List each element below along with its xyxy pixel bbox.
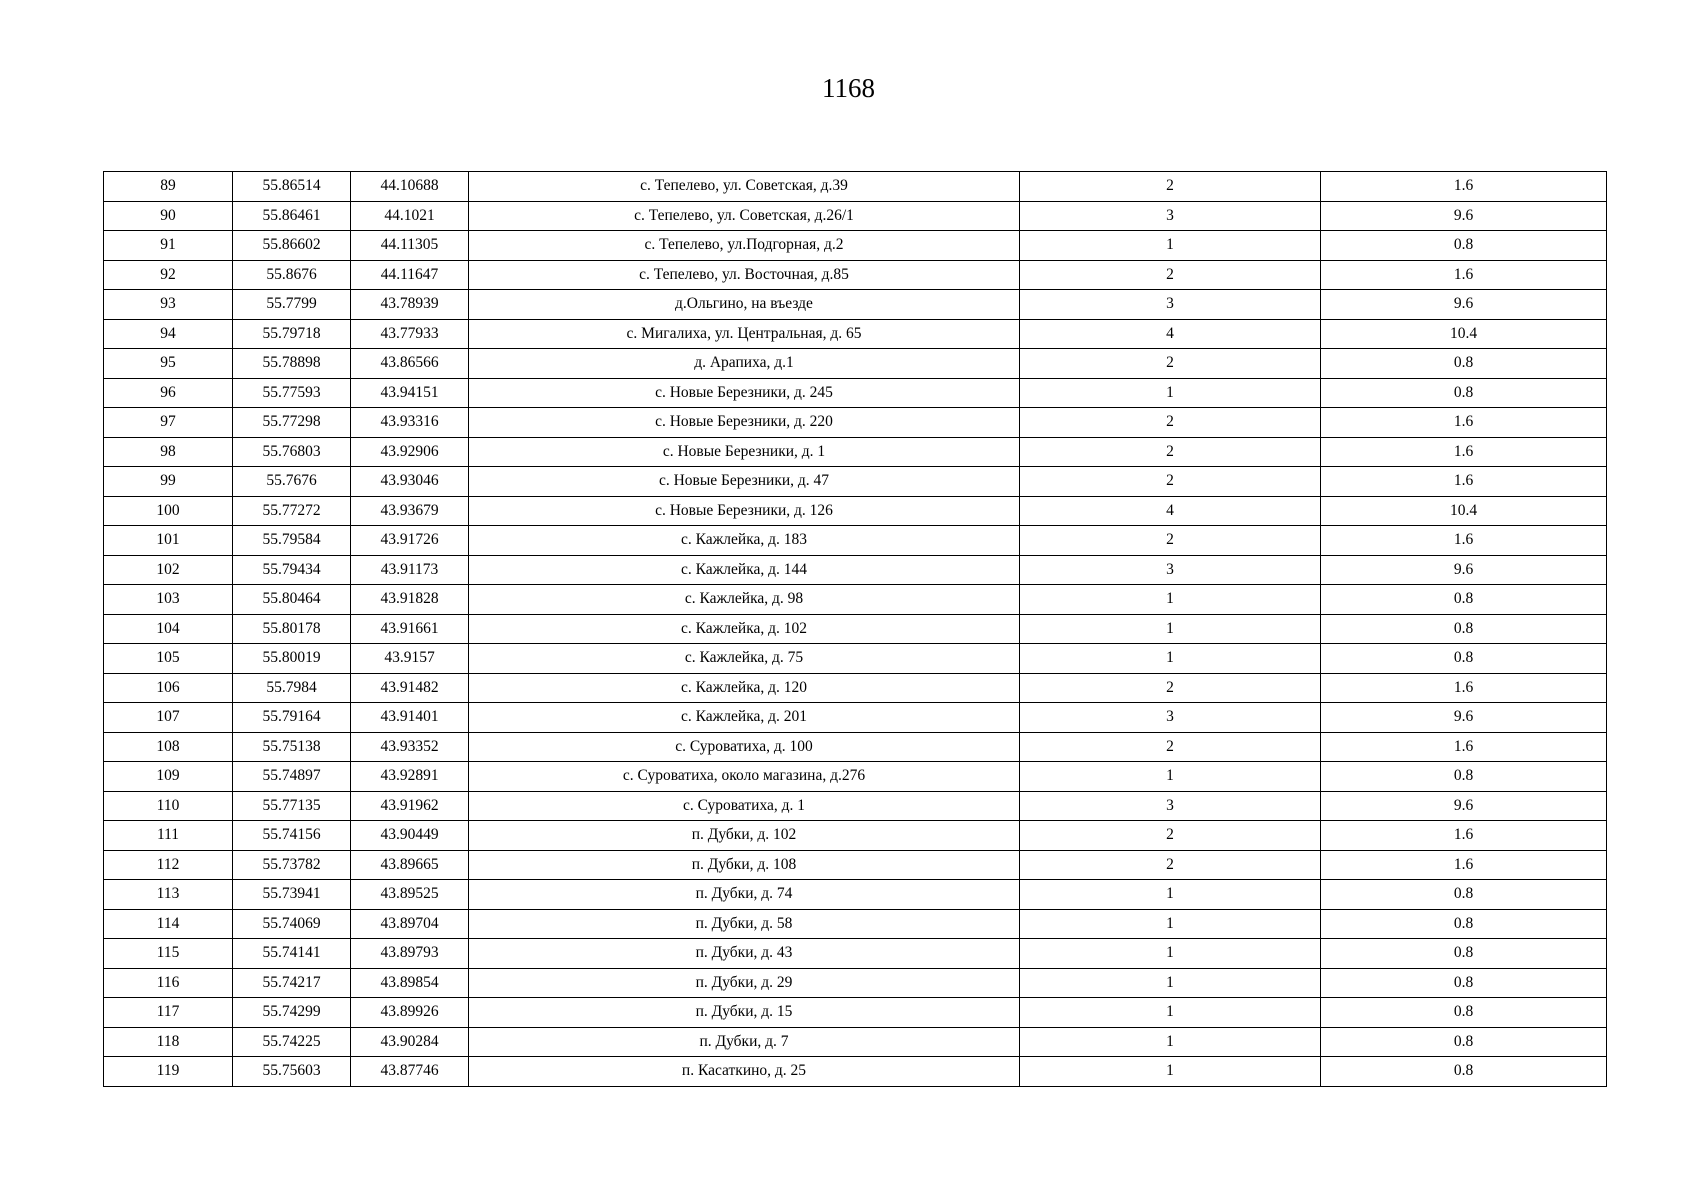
table-row xyxy=(104,909,1607,939)
count-cell: 1 xyxy=(1020,939,1321,969)
count-cell: 2 xyxy=(1020,467,1321,497)
longitude-cell: 43.90449 xyxy=(351,821,469,851)
count-cell: 2 xyxy=(1020,260,1321,290)
volume-cell: 1.6 xyxy=(1321,821,1607,851)
latitude-cell: 55.77272 xyxy=(233,496,351,526)
volume-cell: 1.6 xyxy=(1321,260,1607,290)
address-cell: п. Касаткино, д. 25 xyxy=(469,1057,1020,1087)
count-cell: 1 xyxy=(1020,231,1321,261)
volume-cell: 1.6 xyxy=(1321,526,1607,556)
row-number-cell: 115 xyxy=(104,939,233,969)
row-number-cell: 91 xyxy=(104,231,233,261)
row-number-cell: 96 xyxy=(104,378,233,408)
latitude-cell: 55.7799 xyxy=(233,290,351,320)
row-number-cell: 117 xyxy=(104,998,233,1028)
longitude-cell: 43.89854 xyxy=(351,968,469,998)
volume-cell: 1.6 xyxy=(1321,467,1607,497)
row-number-cell: 101 xyxy=(104,526,233,556)
row-number-cell: 113 xyxy=(104,880,233,910)
address-cell: д.Ольгино, на въезде xyxy=(469,290,1020,320)
longitude-cell: 43.94151 xyxy=(351,378,469,408)
table-row xyxy=(104,408,1607,438)
count-cell: 2 xyxy=(1020,526,1321,556)
address-cell: с. Кажлейка, д. 102 xyxy=(469,614,1020,644)
latitude-cell: 55.8676 xyxy=(233,260,351,290)
longitude-cell: 43.91661 xyxy=(351,614,469,644)
count-cell: 4 xyxy=(1020,496,1321,526)
address-cell: с. Новые Березники, д. 126 xyxy=(469,496,1020,526)
longitude-cell: 43.93352 xyxy=(351,732,469,762)
longitude-cell: 43.91962 xyxy=(351,791,469,821)
volume-cell: 0.8 xyxy=(1321,231,1607,261)
table-row xyxy=(104,437,1607,467)
latitude-cell: 55.7984 xyxy=(233,673,351,703)
row-number-cell: 105 xyxy=(104,644,233,674)
row-number-cell: 98 xyxy=(104,437,233,467)
latitude-cell: 55.80019 xyxy=(233,644,351,674)
volume-cell: 0.8 xyxy=(1321,1027,1607,1057)
longitude-cell: 43.91726 xyxy=(351,526,469,556)
count-cell: 2 xyxy=(1020,437,1321,467)
table-row xyxy=(104,378,1607,408)
address-cell: с. Тепелево, ул. Советская, д.26/1 xyxy=(469,201,1020,231)
table-row xyxy=(104,821,1607,851)
longitude-cell: 44.10688 xyxy=(351,172,469,202)
address-cell: п. Дубки, д. 7 xyxy=(469,1027,1020,1057)
volume-cell: 1.6 xyxy=(1321,673,1607,703)
row-number-cell: 112 xyxy=(104,850,233,880)
latitude-cell: 55.75138 xyxy=(233,732,351,762)
volume-cell: 0.8 xyxy=(1321,585,1607,615)
volume-cell: 10.4 xyxy=(1321,496,1607,526)
address-cell: с. Суроватиха, д. 100 xyxy=(469,732,1020,762)
count-cell: 1 xyxy=(1020,1027,1321,1057)
row-number-cell: 102 xyxy=(104,555,233,585)
latitude-cell: 55.79164 xyxy=(233,703,351,733)
volume-cell: 9.6 xyxy=(1321,201,1607,231)
table-row xyxy=(104,850,1607,880)
page-number: 1168 xyxy=(822,73,875,103)
latitude-cell: 55.73782 xyxy=(233,850,351,880)
volume-cell: 0.8 xyxy=(1321,909,1607,939)
row-number-cell: 111 xyxy=(104,821,233,851)
latitude-cell: 55.77593 xyxy=(233,378,351,408)
latitude-cell: 55.77135 xyxy=(233,791,351,821)
address-cell: п. Дубки, д. 15 xyxy=(469,998,1020,1028)
latitude-cell: 55.86461 xyxy=(233,201,351,231)
count-cell: 2 xyxy=(1020,673,1321,703)
row-number-cell: 118 xyxy=(104,1027,233,1057)
address-cell: с. Кажлейка, д. 201 xyxy=(469,703,1020,733)
count-cell: 3 xyxy=(1020,555,1321,585)
count-cell: 1 xyxy=(1020,378,1321,408)
row-number-cell: 92 xyxy=(104,260,233,290)
address-cell: с. Новые Березники, д. 245 xyxy=(469,378,1020,408)
latitude-cell: 55.79584 xyxy=(233,526,351,556)
latitude-cell: 55.80464 xyxy=(233,585,351,615)
latitude-cell: 55.75603 xyxy=(233,1057,351,1087)
volume-cell: 0.8 xyxy=(1321,349,1607,379)
volume-cell: 9.6 xyxy=(1321,703,1607,733)
table-row xyxy=(104,762,1607,792)
latitude-cell: 55.74141 xyxy=(233,939,351,969)
longitude-cell: 43.89525 xyxy=(351,880,469,910)
address-cell: п. Дубки, д. 58 xyxy=(469,909,1020,939)
volume-cell: 9.6 xyxy=(1321,290,1607,320)
latitude-cell: 55.77298 xyxy=(233,408,351,438)
address-cell: с. Кажлейка, д. 144 xyxy=(469,555,1020,585)
volume-cell: 0.8 xyxy=(1321,968,1607,998)
table-row xyxy=(104,673,1607,703)
volume-cell: 0.8 xyxy=(1321,998,1607,1028)
latitude-cell: 55.74299 xyxy=(233,998,351,1028)
table-row xyxy=(104,260,1607,290)
table-row xyxy=(104,880,1607,910)
row-number-cell: 89 xyxy=(104,172,233,202)
data-table xyxy=(103,171,1607,1087)
count-cell: 3 xyxy=(1020,791,1321,821)
table-row xyxy=(104,614,1607,644)
latitude-cell: 55.86602 xyxy=(233,231,351,261)
table-row xyxy=(104,231,1607,261)
address-cell: с. Новые Березники, д. 220 xyxy=(469,408,1020,438)
address-cell: п. Дубки, д. 43 xyxy=(469,939,1020,969)
table-row xyxy=(104,467,1607,497)
table-row xyxy=(104,496,1607,526)
count-cell: 1 xyxy=(1020,644,1321,674)
count-cell: 2 xyxy=(1020,850,1321,880)
table-row xyxy=(104,703,1607,733)
count-cell: 1 xyxy=(1020,880,1321,910)
table-row xyxy=(104,290,1607,320)
latitude-cell: 55.86514 xyxy=(233,172,351,202)
row-number-cell: 119 xyxy=(104,1057,233,1087)
volume-cell: 1.6 xyxy=(1321,408,1607,438)
address-cell: д. Арапиха, д.1 xyxy=(469,349,1020,379)
longitude-cell: 43.91828 xyxy=(351,585,469,615)
latitude-cell: 55.78898 xyxy=(233,349,351,379)
count-cell: 2 xyxy=(1020,172,1321,202)
address-cell: с. Кажлейка, д. 183 xyxy=(469,526,1020,556)
volume-cell: 0.8 xyxy=(1321,614,1607,644)
latitude-cell: 55.76803 xyxy=(233,437,351,467)
row-number-cell: 108 xyxy=(104,732,233,762)
longitude-cell: 44.11305 xyxy=(351,231,469,261)
latitude-cell: 55.74156 xyxy=(233,821,351,851)
address-cell: п. Дубки, д. 74 xyxy=(469,880,1020,910)
volume-cell: 0.8 xyxy=(1321,762,1607,792)
address-cell: с. Суроватиха, д. 1 xyxy=(469,791,1020,821)
row-number-cell: 97 xyxy=(104,408,233,438)
volume-cell: 9.6 xyxy=(1321,555,1607,585)
longitude-cell: 43.91482 xyxy=(351,673,469,703)
longitude-cell: 43.77933 xyxy=(351,319,469,349)
address-cell: п. Дубки, д. 102 xyxy=(469,821,1020,851)
table-body xyxy=(104,172,1607,1087)
latitude-cell: 55.74217 xyxy=(233,968,351,998)
latitude-cell: 55.74069 xyxy=(233,909,351,939)
volume-cell: 1.6 xyxy=(1321,850,1607,880)
address-cell: с. Тепелево, ул.Подгорная, д.2 xyxy=(469,231,1020,261)
longitude-cell: 43.92891 xyxy=(351,762,469,792)
table-row xyxy=(104,585,1607,615)
count-cell: 1 xyxy=(1020,762,1321,792)
table-row xyxy=(104,998,1607,1028)
address-cell: с. Новые Березники, д. 1 xyxy=(469,437,1020,467)
latitude-cell: 55.7676 xyxy=(233,467,351,497)
count-cell: 1 xyxy=(1020,1057,1321,1087)
address-cell: п. Дубки, д. 29 xyxy=(469,968,1020,998)
table-row xyxy=(104,1057,1607,1087)
count-cell: 2 xyxy=(1020,821,1321,851)
row-number-cell: 116 xyxy=(104,968,233,998)
table-row xyxy=(104,172,1607,202)
table-row xyxy=(104,319,1607,349)
volume-cell: 1.6 xyxy=(1321,172,1607,202)
address-cell: с. Кажлейка, д. 75 xyxy=(469,644,1020,674)
address-cell: с. Мигалиха, ул. Центральная, д. 65 xyxy=(469,319,1020,349)
address-cell: с. Тепелево, ул. Восточная, д.85 xyxy=(469,260,1020,290)
address-cell: с. Кажлейка, д. 98 xyxy=(469,585,1020,615)
row-number-cell: 110 xyxy=(104,791,233,821)
table-row xyxy=(104,526,1607,556)
table-row xyxy=(104,968,1607,998)
row-number-cell: 107 xyxy=(104,703,233,733)
count-cell: 1 xyxy=(1020,909,1321,939)
row-number-cell: 90 xyxy=(104,201,233,231)
address-cell: п. Дубки, д. 108 xyxy=(469,850,1020,880)
address-cell: с. Новые Березники, д. 47 xyxy=(469,467,1020,497)
volume-cell: 9.6 xyxy=(1321,791,1607,821)
longitude-cell: 43.90284 xyxy=(351,1027,469,1057)
latitude-cell: 55.74897 xyxy=(233,762,351,792)
table-row xyxy=(104,732,1607,762)
count-cell: 2 xyxy=(1020,732,1321,762)
volume-cell: 1.6 xyxy=(1321,732,1607,762)
longitude-cell: 43.93046 xyxy=(351,467,469,497)
latitude-cell: 55.73941 xyxy=(233,880,351,910)
longitude-cell: 43.93316 xyxy=(351,408,469,438)
table-row xyxy=(104,1027,1607,1057)
count-cell: 3 xyxy=(1020,201,1321,231)
count-cell: 3 xyxy=(1020,290,1321,320)
address-cell: с. Тепелево, ул. Советская, д.39 xyxy=(469,172,1020,202)
row-number-cell: 106 xyxy=(104,673,233,703)
longitude-cell: 43.78939 xyxy=(351,290,469,320)
latitude-cell: 55.80178 xyxy=(233,614,351,644)
table-row xyxy=(104,201,1607,231)
volume-cell: 10.4 xyxy=(1321,319,1607,349)
volume-cell: 0.8 xyxy=(1321,1057,1607,1087)
volume-cell: 0.8 xyxy=(1321,939,1607,969)
volume-cell: 0.8 xyxy=(1321,644,1607,674)
row-number-cell: 109 xyxy=(104,762,233,792)
latitude-cell: 55.74225 xyxy=(233,1027,351,1057)
row-number-cell: 103 xyxy=(104,585,233,615)
longitude-cell: 43.92906 xyxy=(351,437,469,467)
count-cell: 1 xyxy=(1020,968,1321,998)
longitude-cell: 43.89665 xyxy=(351,850,469,880)
longitude-cell: 43.87746 xyxy=(351,1057,469,1087)
longitude-cell: 44.1021 xyxy=(351,201,469,231)
address-cell: с. Кажлейка, д. 120 xyxy=(469,673,1020,703)
latitude-cell: 55.79434 xyxy=(233,555,351,585)
longitude-cell: 43.9157 xyxy=(351,644,469,674)
longitude-cell: 43.89793 xyxy=(351,939,469,969)
table-row xyxy=(104,555,1607,585)
table-row xyxy=(104,939,1607,969)
row-number-cell: 95 xyxy=(104,349,233,379)
longitude-cell: 44.11647 xyxy=(351,260,469,290)
address-cell: с. Суроватиха, около магазина, д.276 xyxy=(469,762,1020,792)
row-number-cell: 114 xyxy=(104,909,233,939)
longitude-cell: 43.93679 xyxy=(351,496,469,526)
count-cell: 1 xyxy=(1020,614,1321,644)
volume-cell: 1.6 xyxy=(1321,437,1607,467)
table-row xyxy=(104,644,1607,674)
count-cell: 1 xyxy=(1020,585,1321,615)
count-cell: 1 xyxy=(1020,998,1321,1028)
count-cell: 3 xyxy=(1020,703,1321,733)
volume-cell: 0.8 xyxy=(1321,880,1607,910)
count-cell: 2 xyxy=(1020,349,1321,379)
table-row xyxy=(104,349,1607,379)
volume-cell: 0.8 xyxy=(1321,378,1607,408)
row-number-cell: 94 xyxy=(104,319,233,349)
count-cell: 2 xyxy=(1020,408,1321,438)
longitude-cell: 43.86566 xyxy=(351,349,469,379)
row-number-cell: 104 xyxy=(104,614,233,644)
longitude-cell: 43.89926 xyxy=(351,998,469,1028)
count-cell: 4 xyxy=(1020,319,1321,349)
longitude-cell: 43.91173 xyxy=(351,555,469,585)
table-row xyxy=(104,791,1607,821)
row-number-cell: 100 xyxy=(104,496,233,526)
row-number-cell: 93 xyxy=(104,290,233,320)
latitude-cell: 55.79718 xyxy=(233,319,351,349)
longitude-cell: 43.89704 xyxy=(351,909,469,939)
longitude-cell: 43.91401 xyxy=(351,703,469,733)
row-number-cell: 99 xyxy=(104,467,233,497)
